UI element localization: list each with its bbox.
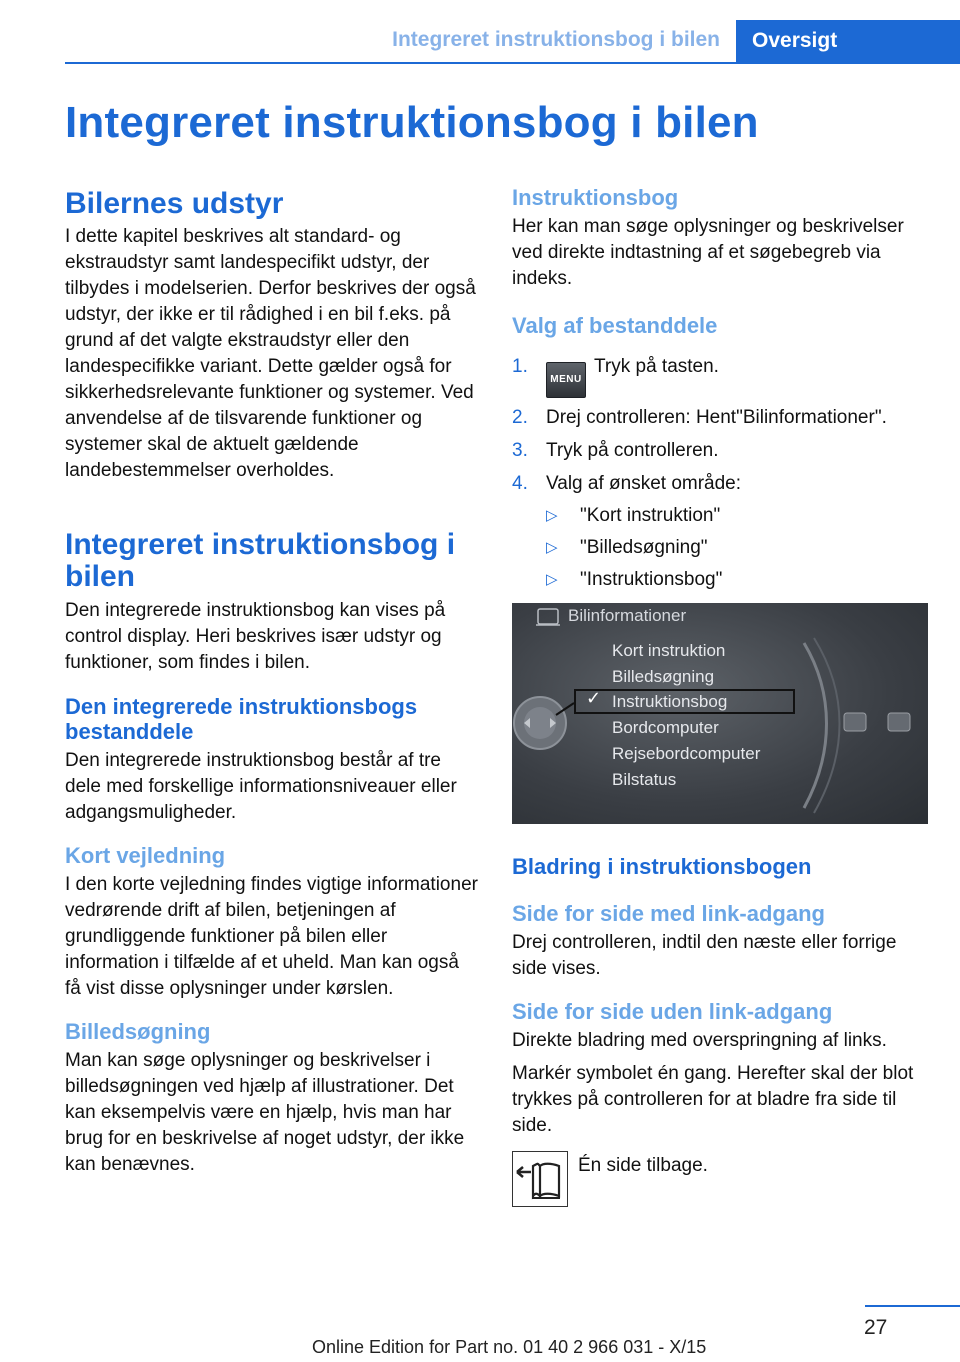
list-item bbox=[512, 438, 932, 464]
footer-edition: Online Edition for Part no. 01 40 2 966 031 - X/15 bbox=[312, 1337, 707, 1357]
top-rule bbox=[65, 62, 960, 64]
step-text: Drej controlleren: Hent"Bilinformationer". bbox=[546, 407, 887, 428]
step-text: Tryk på controlleren. bbox=[546, 440, 719, 461]
body-text: Direkte bladring med overspringning af links. bbox=[512, 1030, 887, 1051]
menu-key-icon: MENU bbox=[546, 362, 586, 398]
right-column bbox=[512, 182, 932, 1209]
screen-menu-item: Billedsøgning bbox=[612, 667, 715, 686]
sub-list-item bbox=[546, 503, 932, 529]
screen-title: Bilinformationer bbox=[568, 606, 687, 625]
body-text: Her kan man søge oplysninger og beskrivelser ved direkte indtastning af et søgebegreb via indeks. bbox=[512, 216, 904, 289]
sub-item-text: "Billedsøgning" bbox=[580, 537, 708, 558]
control-display-screenshot bbox=[512, 603, 928, 824]
step-text: Valg af ønsket område: bbox=[546, 473, 742, 494]
steps-list bbox=[512, 354, 932, 593]
section-heading: Integreret instruktionsbog i bilen bbox=[65, 528, 456, 593]
sub-item-text: "Kort instruktion" bbox=[580, 505, 721, 526]
screen-menu-item: Bilstatus bbox=[612, 770, 677, 789]
subsection-heading: Kort vejledning bbox=[65, 843, 226, 868]
sub-list bbox=[546, 503, 932, 593]
list-item bbox=[512, 405, 932, 431]
left-column bbox=[65, 182, 479, 1178]
step-number: 4. bbox=[512, 473, 528, 494]
subsection-heading: Billedsøgning bbox=[65, 1019, 211, 1044]
icon-row bbox=[512, 1151, 932, 1209]
subsection-heading: Den integrerede instruktionsbogs bestanddele bbox=[65, 694, 418, 744]
triangle-bullet-icon: ▷ bbox=[546, 539, 558, 556]
icon-caption: Én side tilbage. bbox=[578, 1155, 708, 1176]
screen-menu-item: Bordcomputer bbox=[612, 718, 719, 737]
sub-list-item bbox=[546, 567, 932, 593]
screen-menu-item-selected: Instruktionsbog bbox=[612, 692, 728, 711]
triangle-bullet-icon: ▷ bbox=[546, 507, 558, 524]
subsection-heading: Side for side med link-adgang bbox=[512, 901, 825, 926]
triangle-bullet-icon: ▷ bbox=[546, 571, 558, 588]
body-text: I den korte vejledning findes vigtige informationer vedrørende drift af bilen, betjeningen af grundliggende funktioner på bilen eller information i tilfælde af et uheld. Man kan også få vist disse oplysninger under kørslen. bbox=[65, 874, 478, 999]
body-text: Drej controlleren, indtil den næste eller forrige side vises. bbox=[512, 932, 897, 979]
running-header-tab: Oversigt bbox=[736, 20, 960, 62]
sub-item-text: "Instruktionsbog" bbox=[580, 569, 723, 590]
subsection-heading: Instruktionsbog bbox=[512, 185, 679, 210]
body-text: I dette kapitel beskrives alt standard- og ekstraudstyr samt landespecifikt udstyr, der tilbydes i modelserien. Derfor beskrives der også udstyr, der ikke er til rådighed i en bil f.eks. på grund af det valgte ekstraudstyr eller den landespecifikke variant. Dette gælder også for sikkerhedsrelevante funktioner og systemer. Ved anvendelse af de tilsvarende funktioner og systemer skal de aktuelt gældende landebestemmelser overholdes. bbox=[65, 226, 476, 481]
footer-rule bbox=[865, 1305, 960, 1307]
list-item bbox=[512, 471, 932, 593]
body-text: Markér symbolet én gang. Herefter skal der blot trykkes på controlleren for at bladre fra side til side. bbox=[512, 1063, 914, 1136]
running-header-chapter: Integreret instruktionsbog i bilen bbox=[392, 28, 720, 51]
body-text: Den integrerede instruktionsbog består af tre dele med forskellige informationsniveauer eller adgangsmuligheder. bbox=[65, 750, 457, 823]
page-title: Integreret instruktionsbog i bilen bbox=[65, 98, 759, 147]
step-number: 3. bbox=[512, 440, 528, 461]
subsection-heading: Bladring i instruktionsbogen bbox=[512, 854, 812, 879]
section-heading: Bilernes udstyr bbox=[65, 187, 284, 220]
subsection-heading: Valg af bestanddele bbox=[512, 313, 718, 338]
step-text: Tryk på tasten. bbox=[594, 356, 719, 377]
page-number: 27 bbox=[864, 1316, 888, 1339]
screen-menu-item: Rejsebordcomputer bbox=[612, 744, 761, 763]
step-number: 2. bbox=[512, 407, 528, 428]
sub-list-item bbox=[546, 535, 932, 561]
list-item bbox=[512, 354, 932, 398]
check-icon: ✓ bbox=[586, 688, 602, 708]
book-back-icon bbox=[512, 1151, 568, 1207]
screen-menu-item: Kort instruktion bbox=[612, 641, 726, 660]
body-text: Man kan søge oplysninger og beskrivelser i billedsøgningen ved hjælp af illustrationer. Det kan eksempelvis være en hjælp, hvis man har brug for en beskrivelse af noget udstyr, der ikke kan benævnes. bbox=[65, 1050, 465, 1175]
body-text: Den integrerede instruktionsbog kan vises på control display. Heri beskrives især udstyr og funktioner, som findes i bilen. bbox=[65, 600, 446, 673]
subsection-heading: Side for side uden link-adgang bbox=[512, 999, 833, 1024]
step-number: 1. bbox=[512, 356, 528, 377]
